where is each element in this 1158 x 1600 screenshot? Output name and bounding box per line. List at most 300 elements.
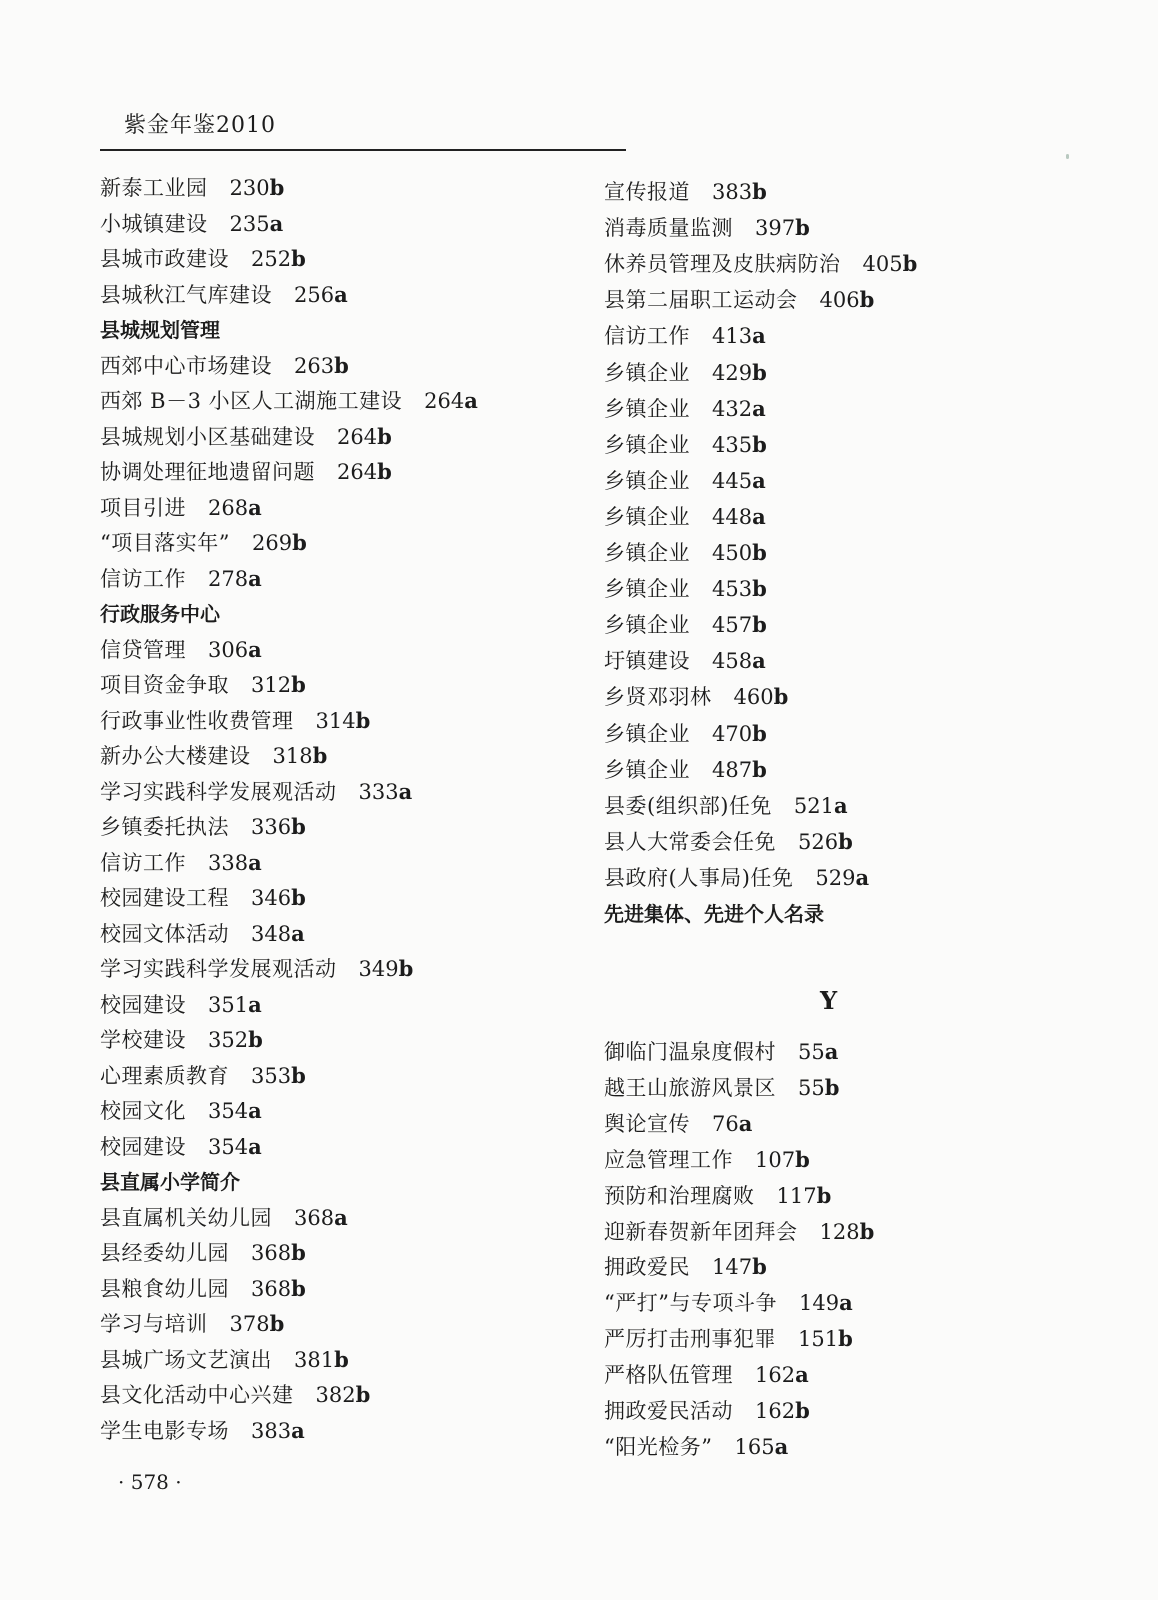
index-entry-page-ref xyxy=(208,567,262,591)
index-entry xyxy=(604,1110,752,1138)
index-entry-page-ref xyxy=(734,685,789,709)
page-column-side: a xyxy=(752,467,766,493)
index-entry-title: 县人大常委会任免 xyxy=(604,829,776,854)
page-number-value: 381 xyxy=(294,1347,335,1372)
index-entry-title: 乡镇企业 xyxy=(604,577,690,602)
index-entry-page-ref xyxy=(251,922,305,946)
index-entry xyxy=(100,991,262,1019)
index-entry-page-ref xyxy=(208,993,262,1017)
index-entry xyxy=(100,352,349,380)
index-entry-page-ref xyxy=(712,433,767,457)
index-entry-page-ref xyxy=(815,866,869,890)
index-entry-title: “项目落实年” xyxy=(100,531,230,555)
page-number-value: 460 xyxy=(733,685,774,710)
page-number-value: 378 xyxy=(229,1312,270,1336)
index-entry-title: 县直属机关幼儿园 xyxy=(100,1205,272,1230)
page-column-side: b xyxy=(292,530,307,555)
page-number-value: 405 xyxy=(862,252,903,277)
page-number-value: 448 xyxy=(712,504,753,529)
index-entry-title: 县城规划小区基础建设 xyxy=(100,424,315,449)
page-column-side: b xyxy=(859,287,875,313)
index-entry-page-ref xyxy=(337,425,392,449)
index-entry xyxy=(604,395,766,423)
page-number-value: 162 xyxy=(755,1399,796,1423)
page-number-value: 338 xyxy=(208,850,249,875)
index-entry xyxy=(100,1310,284,1338)
index-entry-page-ref xyxy=(230,212,284,236)
page-column-side: b xyxy=(752,179,767,204)
index-entry xyxy=(604,1146,810,1174)
page-number-value: 368 xyxy=(251,1241,292,1265)
page-column-side: b xyxy=(291,1240,306,1265)
page-column-side: b xyxy=(269,175,285,200)
page-number-value: 526 xyxy=(798,829,839,854)
page-number: · 578 · xyxy=(118,1470,182,1494)
index-entry-title: 项目引进 xyxy=(100,495,186,520)
page-number-value: 149 xyxy=(798,1291,840,1316)
page-number-value: 76 xyxy=(712,1111,739,1136)
index-entry xyxy=(604,1361,809,1389)
index-entry xyxy=(100,707,370,735)
index-entry-page-ref xyxy=(820,1220,875,1244)
page-number-value: 55 xyxy=(798,1075,825,1100)
page-number-value: 529 xyxy=(815,865,856,890)
page-number-value: 269 xyxy=(251,531,293,555)
page-column-side: b xyxy=(795,215,810,241)
page-column-side: a xyxy=(334,281,348,307)
index-entry-title: 乡镇委托执法 xyxy=(100,815,229,839)
index-entry xyxy=(604,1289,853,1317)
page-number-value: 397 xyxy=(755,216,796,241)
page-number-value: 314 xyxy=(315,708,356,733)
page-number-value: 457 xyxy=(712,613,753,638)
page-number-value: 445 xyxy=(712,468,753,493)
index-entry-title: 圩镇建设 xyxy=(604,649,690,674)
page-number-value: 165 xyxy=(734,1434,775,1459)
index-entry xyxy=(604,1038,838,1066)
index-entry-page-ref xyxy=(251,1064,306,1088)
page-number-value: 383 xyxy=(712,180,753,204)
index-entry-page-ref xyxy=(799,1291,853,1315)
page-column-side: b xyxy=(291,1275,306,1301)
index-entry xyxy=(604,828,853,856)
index-entry xyxy=(604,178,767,206)
page-column-side: a xyxy=(839,1290,853,1316)
index-entry-page-ref xyxy=(337,460,392,484)
page-column-side: b xyxy=(355,1382,371,1407)
index-entry-page-ref xyxy=(755,1399,810,1423)
index-entry-title: 县粮食幼儿园 xyxy=(100,1276,229,1301)
index-entry-title: 学习与培训 xyxy=(100,1312,208,1336)
index-entry xyxy=(100,529,307,557)
page-column-side: a xyxy=(824,1039,839,1064)
scan-speck xyxy=(1066,154,1069,159)
index-entry xyxy=(100,1026,263,1054)
page-column-side: a xyxy=(833,792,848,818)
index-entry-title: 西郊中心市场建设 xyxy=(100,353,272,378)
index-entry-title: 乡镇企业 xyxy=(604,757,690,782)
page-number-value: 354 xyxy=(208,1099,249,1123)
index-entry-title: 乡镇企业 xyxy=(604,504,690,529)
page-column-side: b xyxy=(291,1062,306,1088)
index-entry xyxy=(604,1397,810,1425)
index-entry-title: “严打”与专项斗争 xyxy=(604,1291,777,1316)
page-column-side: b xyxy=(795,1398,810,1423)
index-entry-page-ref xyxy=(712,397,766,421)
page-number-value: 306 xyxy=(208,637,249,662)
running-header-title: 紫金年鉴2010 xyxy=(124,113,276,138)
index-entry-title: 拥政爱民 xyxy=(604,1255,690,1280)
index-entry-page-ref xyxy=(712,505,766,529)
page-number-value: 348 xyxy=(251,921,292,946)
index-entry-title: 协调处理征地遗留问题 xyxy=(100,460,315,484)
index-entry-page-ref xyxy=(208,851,262,875)
index-entry-page-ref xyxy=(712,613,767,637)
index-entry-title: 信访工作 xyxy=(100,566,186,591)
index-entry-title: 新泰工业园 xyxy=(100,176,208,200)
index-entry-page-ref xyxy=(251,247,306,271)
index-entry-page-ref xyxy=(251,1277,306,1301)
index-section-heading: 县城规划管理 xyxy=(100,318,220,342)
page-number-value: 230 xyxy=(229,176,270,200)
page-column-side: a xyxy=(774,1433,789,1459)
index-entry-page-ref xyxy=(777,1184,832,1208)
index-entry-page-ref xyxy=(755,1363,809,1387)
index-entry-page-ref xyxy=(208,638,262,662)
index-entry-title: 项目资金争取 xyxy=(100,673,229,697)
page-column-side: a xyxy=(291,920,305,946)
page-column-side: a xyxy=(269,210,284,236)
index-entry-title: 信访工作 xyxy=(100,850,186,875)
page-column-side: b xyxy=(269,1311,285,1336)
index-entry-page-ref xyxy=(712,180,767,204)
index-entry xyxy=(604,756,767,784)
index-entry xyxy=(100,849,262,877)
index-entry-title: 新办公大楼建设 xyxy=(100,744,251,768)
index-entry-page-ref xyxy=(712,1112,752,1136)
index-entry xyxy=(100,1062,306,1090)
index-entry xyxy=(100,245,306,273)
index-entry-page-ref xyxy=(251,1419,305,1443)
index-entry-page-ref xyxy=(798,1327,853,1351)
page-column-side: b xyxy=(752,612,767,638)
index-entry-page-ref xyxy=(230,176,285,200)
index-entry-page-ref xyxy=(424,389,478,413)
page-number-value: 128 xyxy=(819,1219,860,1244)
page-column-side: a xyxy=(248,991,262,1017)
index-entry-title: 县文化活动中心兴建 xyxy=(100,1383,294,1407)
index-entry-page-ref xyxy=(798,1040,838,1064)
index-entry xyxy=(604,214,810,242)
page-column-side: b xyxy=(859,1218,875,1244)
page-number-value: 264 xyxy=(424,389,465,413)
page-column-side: a xyxy=(248,636,262,662)
index-entry-page-ref xyxy=(794,794,848,818)
index-entry-title: 学习实践科学发展观活动 xyxy=(100,957,337,981)
index-entry-page-ref xyxy=(251,815,306,839)
index-entry xyxy=(604,575,767,603)
index-entry-title: 县委(组织部)任免 xyxy=(604,793,772,818)
index-entry xyxy=(100,742,327,770)
page-column-side: a xyxy=(752,395,766,421)
page-column-side: b xyxy=(377,423,392,449)
page-number-value: 346 xyxy=(251,886,292,910)
page-number-value: 336 xyxy=(251,815,292,839)
index-entry xyxy=(604,683,788,711)
index-entry-title: 心理素质教育 xyxy=(100,1063,229,1088)
page-column-side: a xyxy=(752,648,766,674)
index-entry xyxy=(100,1381,370,1409)
index-entry-page-ref xyxy=(252,531,307,555)
index-entry xyxy=(100,778,412,806)
index-entry-title: 校园建设 xyxy=(100,1134,186,1159)
index-entry-page-ref xyxy=(251,673,306,697)
index-entry-title: 信访工作 xyxy=(604,324,690,349)
index-entry xyxy=(100,174,284,202)
index-entry-title: 学生电影专场 xyxy=(100,1418,229,1443)
page-number-value: 406 xyxy=(819,288,860,313)
page-column-side: b xyxy=(752,576,767,602)
page-column-side: b xyxy=(291,246,306,271)
index-entry-title: 乡镇企业 xyxy=(604,360,690,385)
page-column-side: a xyxy=(738,1110,753,1136)
index-entry xyxy=(100,1239,306,1267)
index-entry-page-ref xyxy=(734,1435,788,1459)
index-entry xyxy=(604,1182,831,1210)
index-entry xyxy=(100,920,305,948)
index-entry-title: 校园建设工程 xyxy=(100,886,229,910)
index-entry-page-ref xyxy=(863,252,918,276)
index-entry xyxy=(604,359,767,387)
page-column-side: b xyxy=(752,540,767,565)
index-entry xyxy=(100,955,413,983)
index-section-heading: 先进集体、先进个人名录 xyxy=(604,902,824,926)
page-number-value: 312 xyxy=(251,673,292,697)
page-number-value: 353 xyxy=(251,1063,292,1088)
index-entry-title: “阳光检务” xyxy=(604,1434,713,1459)
index-entry-page-ref xyxy=(294,283,348,307)
page-column-side: b xyxy=(355,707,371,733)
index-entry xyxy=(604,286,874,314)
index-entry xyxy=(604,792,848,820)
index-entry xyxy=(100,1133,262,1161)
index-entry-title: 乡镇企业 xyxy=(604,396,690,421)
index-entry-title: 县第二届职工运动会 xyxy=(604,288,798,313)
index-entry xyxy=(100,1275,306,1303)
page-number-value: 383 xyxy=(251,1418,292,1443)
index-entry xyxy=(604,1218,874,1246)
index-entry xyxy=(100,636,262,664)
page-number-value: 318 xyxy=(272,744,313,768)
index-entry-title: 小城镇建设 xyxy=(100,211,208,236)
index-entry-title: 越王山旅游风景区 xyxy=(604,1075,776,1100)
page-column-side: b xyxy=(795,1146,810,1172)
index-entry xyxy=(100,1417,305,1445)
page-column-side: b xyxy=(377,459,392,484)
index-entry xyxy=(604,1325,853,1353)
page-column-side: b xyxy=(816,1182,832,1208)
page-column-side: a xyxy=(398,778,413,804)
index-entry-title: 校园文化 xyxy=(100,1099,186,1123)
index-entry xyxy=(604,1074,839,1102)
index-entry-page-ref xyxy=(712,361,767,385)
page-column-side: a xyxy=(855,864,870,890)
index-entry-title: 迎新春贺新年团拜会 xyxy=(604,1219,798,1244)
page-column-side: b xyxy=(902,251,918,277)
page-column-side: b xyxy=(752,756,767,782)
index-entry-title: 休养员管理及皮肤病防治 xyxy=(604,252,841,277)
index-entry-title: 县城广场文艺演出 xyxy=(100,1347,272,1372)
page-number-value: 278 xyxy=(208,566,249,591)
index-entry-page-ref xyxy=(273,744,328,768)
page-column-side: a xyxy=(248,1133,262,1159)
index-entry-title: 信贷管理 xyxy=(100,637,186,662)
page-column-side: b xyxy=(334,352,349,378)
page-column-side: a xyxy=(752,323,766,349)
page-number-value: 55 xyxy=(798,1040,825,1064)
page-column-side: b xyxy=(824,1074,840,1100)
page-column-side: a xyxy=(291,1417,305,1443)
page-number-value: 256 xyxy=(294,282,335,307)
index-entry xyxy=(100,884,306,912)
index-entry-title: 县政府(人事局)任免 xyxy=(604,865,794,890)
index-entry-page-ref xyxy=(208,496,262,520)
index-entry-page-ref xyxy=(798,830,853,854)
page-number-value: 252 xyxy=(251,247,292,271)
index-entry xyxy=(604,647,766,675)
index-entry xyxy=(604,250,917,278)
index-entry-title: 宣传报道 xyxy=(604,180,690,204)
page-number-value: 147 xyxy=(712,1255,753,1280)
page-number-value: 263 xyxy=(294,353,335,378)
index-entry-title: 消毒质量监测 xyxy=(604,216,733,241)
index-entry-title: 校园建设 xyxy=(100,992,186,1017)
index-entry-title: 乡镇企业 xyxy=(604,468,690,493)
header-rule xyxy=(100,149,626,151)
index-entry xyxy=(100,813,306,841)
index-entry-page-ref xyxy=(712,577,767,601)
index-entry-title: 舆论宣传 xyxy=(604,1111,690,1136)
index-entry xyxy=(100,1204,348,1232)
index-entry-page-ref xyxy=(294,1206,348,1230)
index-entry-page-ref xyxy=(359,957,414,981)
index-entry xyxy=(604,864,869,892)
index-entry-page-ref xyxy=(712,649,766,673)
index-entry-page-ref xyxy=(755,1148,810,1172)
index-entry xyxy=(100,458,392,486)
index-entry-title: 乡镇企业 xyxy=(604,541,690,565)
page-number-value: 470 xyxy=(712,721,753,746)
index-entry-page-ref xyxy=(798,1076,839,1100)
index-entry-page-ref xyxy=(294,1348,349,1372)
index-entry xyxy=(604,503,766,531)
index-entry-title: 乡镇企业 xyxy=(604,432,690,457)
page-column-side: b xyxy=(838,1326,853,1352)
page-column-side: a xyxy=(795,1362,809,1388)
index-entry xyxy=(100,210,283,238)
index-entry-title: 西郊 B－3 小区人工湖施工建设 xyxy=(100,389,403,413)
index-entry xyxy=(100,387,478,415)
index-entry xyxy=(100,281,348,309)
page-number-value: 432 xyxy=(712,396,753,421)
page-number-value: 354 xyxy=(208,1134,249,1159)
page-number-value: 162 xyxy=(755,1363,796,1388)
index-entry xyxy=(604,539,767,567)
index-entry-page-ref xyxy=(208,1135,262,1159)
index-entry-title: 应急管理工作 xyxy=(604,1147,733,1172)
page-number-value: 351 xyxy=(208,992,249,1017)
index-section-heading: 县直属小学简介 xyxy=(100,1170,240,1194)
index-entry-title: 严厉打击刑事犯罪 xyxy=(604,1327,776,1352)
page-column-side: b xyxy=(752,359,767,385)
index-entry-page-ref xyxy=(251,886,306,910)
page-column-side: b xyxy=(334,1346,349,1372)
index-entry xyxy=(100,1097,262,1125)
index-entry-page-ref xyxy=(208,1099,262,1123)
index-section-heading: 行政服务中心 xyxy=(100,602,220,626)
index-entry-page-ref xyxy=(230,1312,285,1336)
index-entry-page-ref xyxy=(316,1383,371,1407)
page-column-side: a xyxy=(334,1204,348,1230)
index-entry-title: 县经委幼儿园 xyxy=(100,1241,229,1265)
page-number-value: 429 xyxy=(712,360,753,385)
page-number-value: 368 xyxy=(294,1205,335,1230)
index-entry xyxy=(604,322,766,350)
page-column-side: a xyxy=(248,565,262,591)
index-entry-page-ref xyxy=(712,541,767,565)
page-column-side: a xyxy=(464,388,478,413)
index-entry xyxy=(604,467,766,495)
page-number-value: 413 xyxy=(712,324,753,349)
page-number-value: 450 xyxy=(712,541,753,565)
index-entry-page-ref xyxy=(294,354,349,378)
index-entry-page-ref xyxy=(712,469,766,493)
page-column-side: b xyxy=(773,684,789,710)
index-entry-title: 乡贤邓羽林 xyxy=(604,685,712,710)
index-entry-title: 学习实践科学发展观活动 xyxy=(100,779,337,804)
index-entry-title: 校园文体活动 xyxy=(100,921,229,946)
page-number-value: 333 xyxy=(358,779,399,804)
index-entry-page-ref xyxy=(712,324,766,348)
index-entry xyxy=(604,1253,767,1281)
index-entry-page-ref xyxy=(755,216,810,240)
page-column-side: b xyxy=(752,1254,767,1280)
page-number-value: 107 xyxy=(755,1147,796,1172)
page-column-side: b xyxy=(291,885,306,910)
index-entry-page-ref xyxy=(712,1255,767,1279)
index-entry xyxy=(100,565,262,593)
index-entry-title: 乡镇企业 xyxy=(604,613,690,638)
index-entry xyxy=(604,720,767,748)
index-entry-title: 御临门温泉度假村 xyxy=(604,1040,776,1064)
page-column-side: b xyxy=(838,828,853,854)
index-entry-page-ref xyxy=(251,1241,306,1265)
index-entry-page-ref xyxy=(359,780,413,804)
index-entry-title: 县城市政建设 xyxy=(100,247,229,271)
index-entry-title: 学校建设 xyxy=(100,1028,186,1052)
index-entry xyxy=(100,423,392,451)
index-entry-page-ref xyxy=(208,1028,263,1052)
section-letter-y: Y xyxy=(820,986,838,1015)
index-entry-page-ref xyxy=(712,722,767,746)
index-entry-title: 预防和治理腐败 xyxy=(604,1183,755,1208)
page-number-value: 382 xyxy=(315,1383,356,1407)
page-number-value: 151 xyxy=(798,1327,839,1352)
page-number-value: 264 xyxy=(337,424,378,449)
page-column-side: a xyxy=(248,494,262,520)
index-entry-title: 乡镇企业 xyxy=(604,721,690,746)
page-column-side: b xyxy=(312,743,328,768)
